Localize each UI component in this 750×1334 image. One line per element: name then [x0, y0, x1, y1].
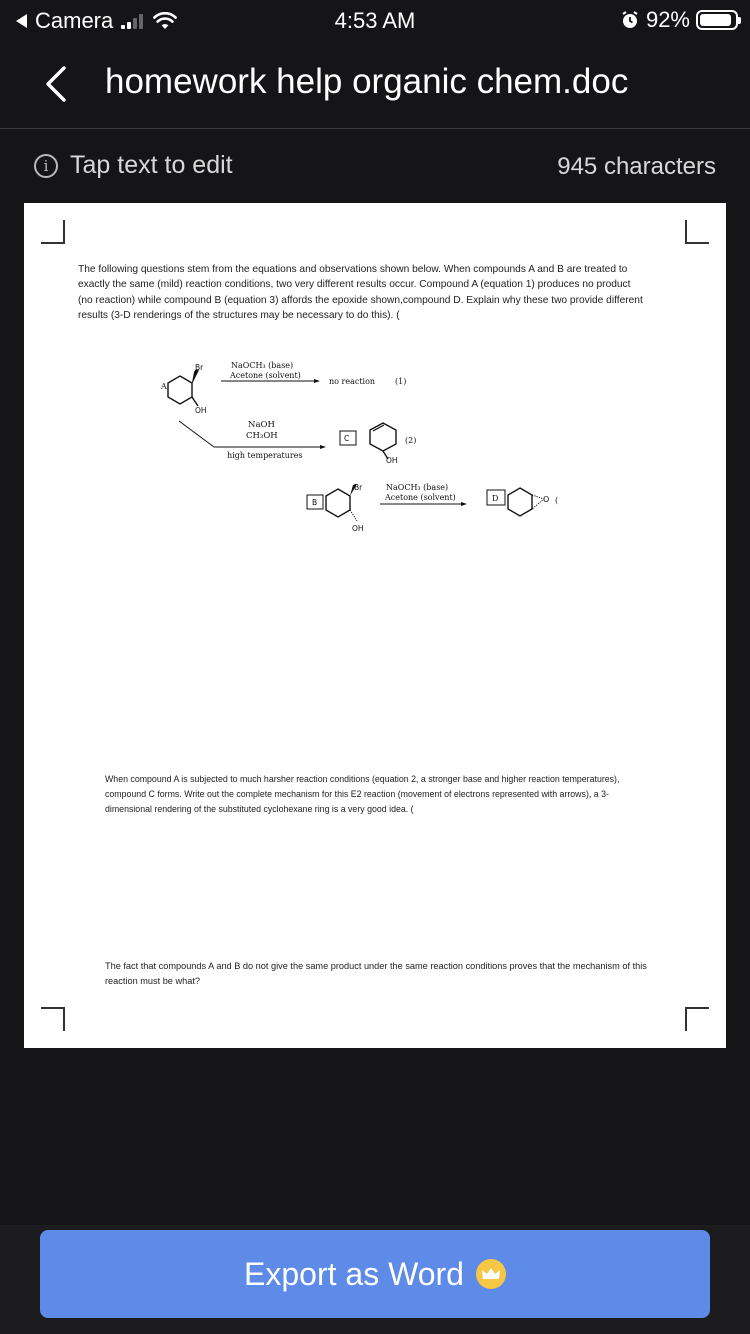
eq2-reagent-mid: CH₃OH [246, 431, 278, 441]
question-paragraph-2[interactable]: When compound A is subjected to much harsher reaction conditions (equation 2, a stronger base and higher reaction temperatures), compound C forms. Write out the complete mechanism for this E2 reaction (movement of electrons represented with arrows), a 3-dimensional rendering of the substituted cyclohexane ring is a very good idea. ( [105, 774, 620, 815]
oh-label: OH [386, 456, 398, 465]
reaction-scheme [24, 203, 726, 1048]
clock: 4:53 AM [334, 8, 416, 33]
back-app-label: Camera [35, 8, 114, 33]
battery-icon [696, 10, 738, 30]
eq2-number: (2) [405, 436, 417, 445]
eq3-paren: ( [555, 496, 559, 505]
oh-label: OH [352, 524, 364, 533]
br-label: Br [354, 483, 363, 492]
status-bar [0, 0, 750, 42]
eq1-result: no reaction [329, 377, 376, 386]
oh-label: OH [195, 406, 207, 415]
eq3-reagent-bottom: Acetone (solvent) [385, 493, 456, 502]
info-icon: i [34, 154, 58, 178]
battery-percent: 92% [645, 7, 690, 32]
compound-c-ring [370, 423, 396, 451]
back-chevron-icon[interactable] [38, 62, 78, 106]
alarm-icon [620, 10, 640, 30]
document-title: homework help organic chem.doc [105, 62, 629, 101]
br-label: Br [195, 363, 204, 372]
character-count: 945 characters [557, 153, 716, 180]
question-paragraph-1[interactable]: The following questions stem from the equations and observations shown below. When compounds A and B are treated to exactly the same (mild) reaction conditions, two very different results occur. Compound A (equation 1) produces no product (no reaction) while compound B (equation 3) affords the epoxide shown,compound D. Explain why these two provide different results (3-D renderings of the structures may be necessary to do this). ( [78, 264, 643, 322]
eq1-reagent-bottom: Acetone (solvent) [230, 371, 301, 380]
crown-icon [476, 1259, 506, 1289]
compound-a-ring [168, 376, 192, 404]
document-page[interactable] [24, 203, 726, 1048]
eq2-reagent-bottom: high temperatures [227, 451, 303, 460]
eq1-number: (1) [395, 377, 407, 386]
label-d: D [492, 494, 499, 503]
question-paragraph-3[interactable]: The fact that compounds A and B do not give the same product under the same reaction conditions proves that the mechanism of this reaction must be what? [105, 961, 647, 986]
compound-d-ring [508, 488, 532, 516]
info-bar [0, 129, 750, 203]
eq1-reagent-top: NaOCH₃ (base) [231, 361, 294, 370]
epoxide-o-label: O [543, 495, 550, 504]
compound-b-ring [326, 489, 350, 517]
eq2-reagent-top: NaOH [248, 420, 275, 430]
label-b: B [312, 498, 318, 507]
label-a: A [161, 382, 167, 391]
export-label: Export as Word [244, 1255, 464, 1292]
navigation-bar [0, 42, 750, 129]
eq3-reagent-top: NaOCH₃ (base) [386, 483, 449, 492]
label-c: C [344, 434, 350, 443]
export-as-word-button[interactable] [40, 1230, 710, 1318]
edit-hint: Tap text to edit [70, 151, 233, 179]
